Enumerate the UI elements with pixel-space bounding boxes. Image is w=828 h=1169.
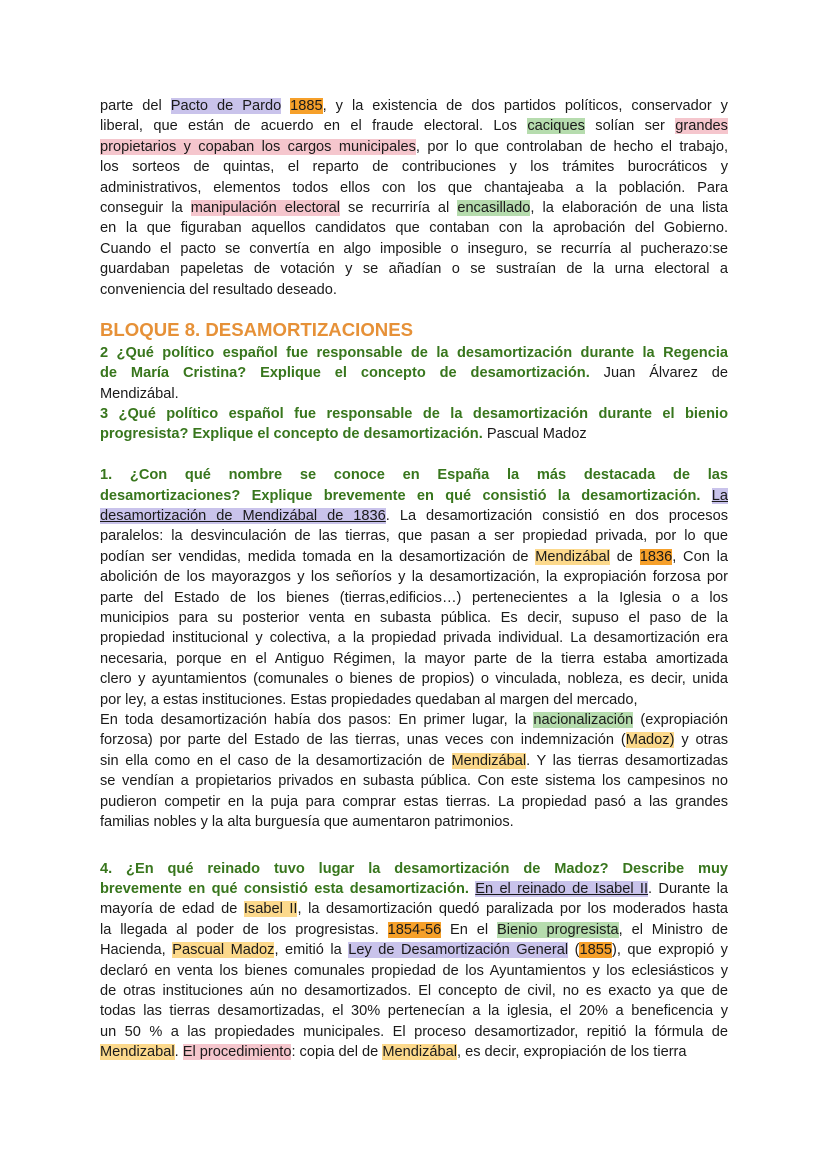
text-line: todas las tierras desamortizadas, el 30% pertenecían a la iglesia, el 20% a beneficencia y [100,1003,728,1020]
spacer [100,445,728,465]
text-line: Cuando el pacto se convertía en algo imposible o inseguro, se recurría al pucherazo:se [100,240,728,257]
answer-highlight: En el reinado de Isabel II [475,881,649,898]
highlight-mendizabal: Mendizábal [382,1044,457,1061]
text-line: mayoría de edad de Isabel II, la desamortización quedó paralizada por los moderados hasta [100,901,728,918]
question-line: 2 ¿Qué político español fue responsable de la desamortización durante la Regencia [100,344,728,361]
text-line: Hacienda, Pascual Madoz, emitió la Ley de Desamortización General (1855), que expropió y [100,942,728,959]
text-line: sin ella como en el caso de la desamortización de Mendizábal. Y las tierras desamortizadas [100,752,728,769]
intro-paragraph [100,96,728,300]
question-line: 1. ¿Con qué nombre se conoce en España la más destacada de las [100,467,728,484]
text-line: En toda desamortización había dos pasos: En primer lugar, la nacionalización (expropiación [100,711,728,728]
highlight-procedimiento: El procedimiento [182,1044,292,1061]
text-line: un 50 % a las propiedades municipales. El proceso desamortizador, repitió la fórmula de [100,1023,728,1040]
text-line: guardaban papeletas de votación y se añadían o se sustraían de la urna electoral a [100,261,728,278]
text-line: municipios para su posterior venta en subasta pública. Es decir, supuso el paso de la [100,609,728,626]
highlight-encasillado: encasillado [457,199,531,216]
question-4 [100,859,728,1063]
question-line: de María Cristina? Explique el concepto de desamortización. Juan Álvarez de [100,365,728,382]
highlight-bienio: Bienio progresista [497,921,619,938]
text-line: declaró en venta los bienes comunales propiedad de los Ayuntamientos y los eclesiásticos y [100,962,728,979]
highlight-propietarios: propietarios y copaban los cargos municipales [100,138,416,155]
highlight-mendizabal: Mendizábal [451,752,527,769]
highlight-manipulacion: manipulación electoral [190,199,340,216]
highlight-mendizabal: Mendizábal [535,548,610,565]
text-line: los sorteos de quintas, el reparto de contribuciones y los trámites burocráticos y [100,159,728,176]
highlight-mendizabal: Mendizabal [100,1044,175,1061]
text-line: de otras instituciones aún no desamortizados. El concepto de civil, no es exacto ya que de [100,983,728,1000]
question-1 [100,465,728,832]
highlight-nacionalizacion: nacionalización [533,711,634,728]
text-line: Mendizabal. El procedimiento: copia del de Mendizábal, es decir, expropiación de los tierra [100,1044,687,1061]
highlight-caciques: caciques [527,118,585,135]
text-line: paralelos: la desvinculación de las tierras, que pasan a ser propiedad privada, por lo que [100,528,728,545]
highlight-isabel: Isabel II [243,901,298,918]
text-line: conseguir la manipulación electoral se recurriría al encasillado, la elaboración de una lista [100,199,729,216]
block-title: BLOQUE 8. DESAMORTIZACIONES [100,318,414,340]
text-line: parte del Estado de los bienes (tierras,edificios…) pertenecientes a la Iglesia o a los [100,589,728,606]
text-line: abolición de los mayorazgos y los señoríos y la desamortización, la expropiación forzosa por [100,569,728,586]
text-line: administrativos, elementos todos ellos con los que chantajeaba a la población. Para [100,179,728,196]
question-2 [100,343,728,404]
highlight-pascual-madoz: Pascual Madoz [172,942,275,959]
highlight-year: 1854-56 [387,921,442,938]
text-line: pudieron competir en la puja para comprar estas tierras. La propiedad pasó a las grandes [100,793,728,810]
question-line: desamortizaciones? Explique brevemente en qué consistió la desamortización. La [100,487,728,504]
question-line: 4. ¿En qué reinado tuvo lugar la desamortización de Madoz? Describe muy [100,860,728,877]
highlight-grandes: grandes [675,118,728,135]
text-line: se vendían a propietarios privados en subasta pública. Con este sistema los campesinos no [100,773,728,790]
text-line: desamortización de Mendizábal de 1836. La desamortización consistió en dos procesos [100,508,729,525]
highlight-madoz: Madoz) [625,732,675,749]
text-line: por ley, a estas instituciones. Estas propiedades quedaban al margen del mercado, [100,691,638,708]
text-line: parte del Pacto de Pardo 1885, y la existencia de dos partidos políticos, conservador y [100,98,728,114]
text-line: podían ser vendidas, medida tomada en la desamortización de Mendizábal de 1836, Con la [100,548,728,565]
question-3 [100,404,728,445]
question-line: progresista? Explique el concepto de desamortización. Pascual Madoz [100,426,587,443]
text-line: conveniencia del resultado deseado. [100,281,337,298]
answer-text: Juan Álvarez de [589,365,728,382]
text-line: forzosa) por parte del Estado de las tierras, unas veces con indemnización (Madoz) y otras [100,732,729,749]
question-line: brevemente en qué consistió esta desamortización. En el reinado de Isabel II. Durante la [100,881,728,898]
answer-text: Mendizábal. [100,385,179,402]
text-line: liberal, que están de acuerdo en el fraude electoral. Los caciques solían ser grandes [100,118,728,135]
question-line: 3 ¿Qué político español fue responsable de la desamortización durante el bienio [100,406,728,423]
text-line: en la que figuraban aquellos candidatos que contaban con la aprobación del Gobierno. [100,220,728,237]
answer-highlight: La [711,487,728,504]
highlight-ley: Ley de Desamortización General [348,942,569,959]
text-line: propietarios y copaban los cargos municipales, por lo que controlaban de hecho el trabajo, [100,138,728,155]
spacer [100,832,728,852]
text-line: necesaria, porque en el Antiguo Régimen, la mayor parte de la tierra estaba amortizada [100,650,728,667]
answer-highlight: desamortización de Mendizábal de 1836 [100,508,386,525]
text-line: la llegada al poder de los progresistas. 1854-56 En el Bienio progresista, el Ministro de [100,921,728,938]
answer-text: Pascual Madoz [482,426,587,443]
document-page [100,96,728,1063]
highlight-year: 1836 [639,548,673,565]
text-line: familias nobles y la alta burguesía que aumentaron patrimonios. [100,813,514,830]
text-line: clero y ayuntamientos (comunales o bienes de propios) o vinculada, nobleza, es decir, unida [100,671,728,688]
highlight-pacto-de-pardo: Pacto de Pardo [170,98,282,114]
text-line: propiedad institucional y colectiva, a la propiedad privada individual. La desamortización era [100,630,728,647]
highlight-year: 1855 [579,942,612,959]
highlight-year: 1885 [290,98,323,114]
